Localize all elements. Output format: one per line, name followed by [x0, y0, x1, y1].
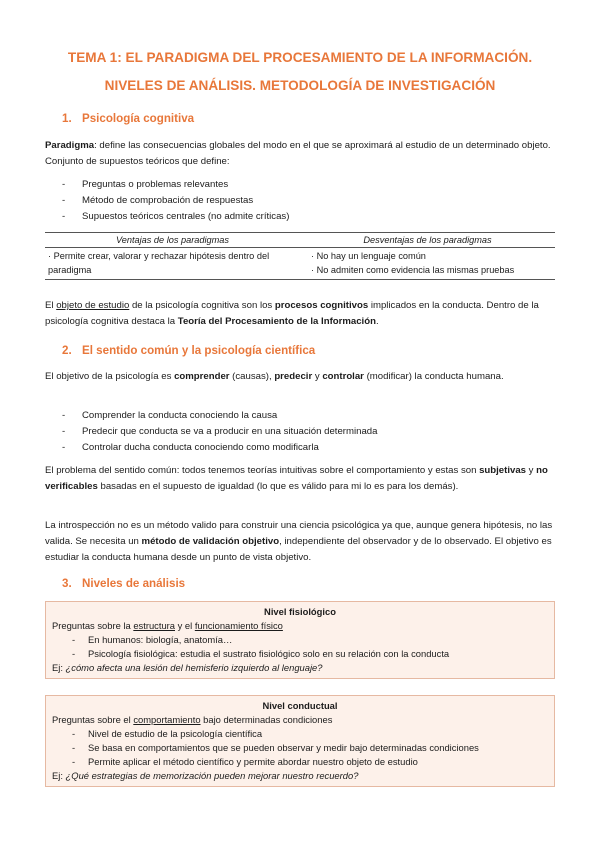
- box-example: [52, 769, 548, 783]
- document-title: [20, 46, 580, 98]
- list-item-text: Nivel de estudio de la psicología científica: [88, 728, 263, 739]
- text: Preguntas sobre la: [52, 620, 134, 631]
- example-text: ¿cómo afecta una lesión del hemisferio izquierdo al lenguaje?: [65, 662, 323, 673]
- list-item: - En humanos: biología, anatomía…: [72, 634, 233, 645]
- text: El problema del sentido común: todos tenemos teorías intuitivas sobre el comportamiento y estas son: [45, 465, 480, 476]
- list-item-text: Preguntas o problemas relevantes: [82, 179, 229, 190]
- list-item: - Psicología fisiológica: estudia el sustrato fisiológico solo en su relación con la conducta: [72, 648, 450, 659]
- term-paradigma: Paradigma: [45, 140, 95, 151]
- text: y: [312, 371, 323, 382]
- objective-paragraph: [45, 369, 560, 385]
- example-label: Ej:: [52, 662, 66, 673]
- list-item: - Permite aplicar el método científico y permite abordar nuestro objeto de estudio: [72, 756, 418, 767]
- bold-term: procesos cognitivos: [274, 300, 369, 311]
- text: (modificar) la conducta humana.: [363, 371, 504, 382]
- cognitive-object-paragraph: [45, 298, 560, 330]
- list-item-text: Controlar ducha conducta conociendo como modificarla: [82, 442, 319, 453]
- cell-advantages: · Permite crear, valorar y rechazar hipótesis dentro del paradigma: [48, 251, 270, 275]
- list-item: - Se basa en comportamientos que se pueden observar y medir bajo determinadas condiciones: [72, 742, 479, 753]
- text: bajo determinadas condiciones: [200, 714, 333, 725]
- list-item-text: Se basa en comportamientos que se pueden observar y medir bajo determinadas condiciones: [88, 742, 479, 753]
- text: .: [375, 316, 379, 327]
- text: El objetivo de la psicología es: [45, 371, 175, 382]
- text: (causas),: [229, 371, 275, 382]
- box-example: [52, 661, 548, 675]
- behavioral-level-box: [45, 695, 555, 787]
- list-item-text: En humanos: biología, anatomía…: [88, 634, 233, 645]
- text: y el: [175, 620, 195, 631]
- bold-term: subjetivas: [479, 465, 527, 476]
- list-item-text: Comprender la conducta conociendo la causa: [82, 410, 278, 421]
- example-label: Ej:: [52, 770, 66, 781]
- bold-term: Teoría del Procesamiento de la Información: [177, 316, 376, 327]
- list-item: - Nivel de estudio de la psicología científica: [72, 728, 263, 739]
- text: de la psicología cognitiva son los: [129, 300, 275, 311]
- example-text: ¿Qué estrategias de memorización pueden mejorar nuestro recuerdo?: [65, 770, 359, 781]
- box-title: Nivel fisiológico: [264, 606, 336, 617]
- section-title: Niveles de análisis: [82, 577, 186, 590]
- section-title: Psicología cognitiva: [82, 112, 195, 125]
- document-page: TEMA 1: EL PARADIGMA DEL PROCESAMIENTO DE LA INFORMACIÓN. NIVELES DE ANÁLISIS. METODOLOGÍA DE INVESTIGACIÓN 1. Psicología cognitiva Paradigma: define las consecuencias globales del modo en el que se aproximará al estudio de un determinado objeto. Conjunto de supuestos teóricos que define: - Preguntas o problemas relevantes - Método de comprobación de respuestas - Supuestos teóricos centrales (no admite críticas) Ventajas de los paradigmas Desventajas de los paradigmas · Permite crear, valorar y rechazar hipótesis dentro del paradigma · No hay un lenguaje común · No admiten como evidencia las mismas pruebas El objeto de estudio de la psicología cognitiva son los procesos cognitivos implicados en la conducta. Dentro de la psicología cognitiva destaca la Teoría del Procesamiento de la Información. 2. El sentido común y la psicología científica El objetivo de la psicología es comprender (causas), predecir y controlar (modificar) la conducta humana. - Comprender la conducta conociendo la causa - Predecir que conducta se va a producir en una situación determinada - Controlar ducha conducta conociendo como modificarla El problema del sentido común: todos tenemos teorías intuitivas sobre el comportamiento y estas son subjetivas y no verificables basadas en el supuesto de igualdad (lo que es válido para mi lo es para los demás). La introspección no es un método valido para construir una ciencia psicológica ya que, aunque genera hipótesis, no las valida. Se necesita un método de validación objetivo, independiente del observador y de lo observado. El objetivo es estudiar la conducta humana desde un punto de vista objetivo. 3. Niveles de análisis Nivel fisiológico Preguntas sobre la estructura y el funcionamiento físico - En humanos: biología, anatomía… - Psicología fisiológica: estudia el sustrato fisiológico solo en su relación con la conducta Ej: ¿cómo afecta una lesión del hemisferio izquierdo al lenguaje? Nivel conductual Preguntas sobre el comportamiento bajo determinadas condiciones - Nivel de estudio de la psicología científica - Se basa en comportamientos que se pueden observar y medir bajo determinadas condiciones - Permite aplicar el método científico y permite abordar nuestro objeto de estudio Ej: ¿Qué estrategias de memorización pueden mejorar nuestro recuerdo?: [0, 0, 600, 848]
- list-item-text: Psicología fisiológica: estudia el sustrato fisiológico solo en su relación con la conducta: [88, 648, 450, 659]
- disadvantage-2: · No admiten como evidencia las mismas pruebas: [311, 264, 515, 275]
- cell-disadvantages: [303, 248, 555, 279]
- text: y: [526, 465, 537, 476]
- box-title: Nivel conductual: [262, 700, 338, 711]
- text: La introspección no es un método valido para construir una ciencia psicológica ya que, aunque genera hipótesis, no las valida. Se necesita un: [45, 520, 553, 547]
- list-item-text: Predecir que conducta se va a producir en una situación determinada: [82, 426, 378, 437]
- section-title: El sentido común y la psicología científica: [82, 344, 316, 357]
- underlined-term: funcionamiento físico: [194, 620, 283, 631]
- list-item-text: Permite aplicar el método científico y permite abordar nuestro objeto de estudio: [88, 756, 418, 767]
- text: El: [45, 300, 57, 311]
- text: Preguntas sobre el: [52, 714, 134, 725]
- table-header: [45, 233, 555, 248]
- bold-term: no verificables: [45, 465, 548, 492]
- text: basadas en el supuesto de igualdad (lo que es válido para mi lo es para los demás).: [97, 481, 459, 492]
- section-number: 1.: [62, 112, 72, 125]
- bold-term: predecir: [274, 371, 313, 382]
- common-sense-paragraph: [45, 463, 560, 495]
- title-line-2: NIVELES DE ANÁLISIS. METODOLOGÍA DE INVESTIGACIÓN: [104, 78, 496, 93]
- paradigm-definition: [45, 138, 560, 170]
- text: implicados en la conducta. Dentro de la psicología cognitiva destaca la: [45, 300, 539, 327]
- introspection-paragraph: [45, 518, 560, 566]
- header-advantages: Ventajas de los paradigmas: [115, 235, 230, 245]
- section-number: 3.: [62, 577, 72, 590]
- box-question: [52, 619, 548, 633]
- title-line-1: TEMA 1: EL PARADIGMA DEL PROCESAMIENTO DE LA INFORMACIÓN.: [67, 50, 533, 65]
- disadvantage-1: · No hay un lenguaje común: [311, 251, 426, 261]
- table-row: [45, 248, 555, 279]
- bold-term: método de validación objetivo: [141, 536, 280, 547]
- section-number: 2.: [62, 344, 72, 357]
- box-question: [52, 713, 548, 727]
- text: , independiente del observador y de lo observado. El objetivo es estudiar la conducta humana desde un punto de vista objetivo.: [45, 536, 552, 563]
- underlined-term: objeto de estudio: [56, 300, 130, 311]
- definition-text: : define las consecuencias globales del modo en el que se aproximará al estudio de un determinado objeto. Conjunto de supuestos teóricos que define:: [45, 140, 551, 167]
- underlined-term: comportamiento: [133, 714, 201, 725]
- list-item-text: Método de comprobación de respuestas: [82, 195, 254, 206]
- underlined-term: estructura: [133, 620, 175, 631]
- list-item-text: Supuestos teóricos centrales (no admite críticas): [82, 211, 290, 222]
- bold-term: comprender: [174, 371, 230, 382]
- bold-term: controlar: [322, 371, 364, 382]
- physiological-level-box: [45, 601, 555, 679]
- paradigm-table: [45, 232, 555, 280]
- header-disadvantages: Desventajas de los paradigmas: [363, 235, 492, 245]
